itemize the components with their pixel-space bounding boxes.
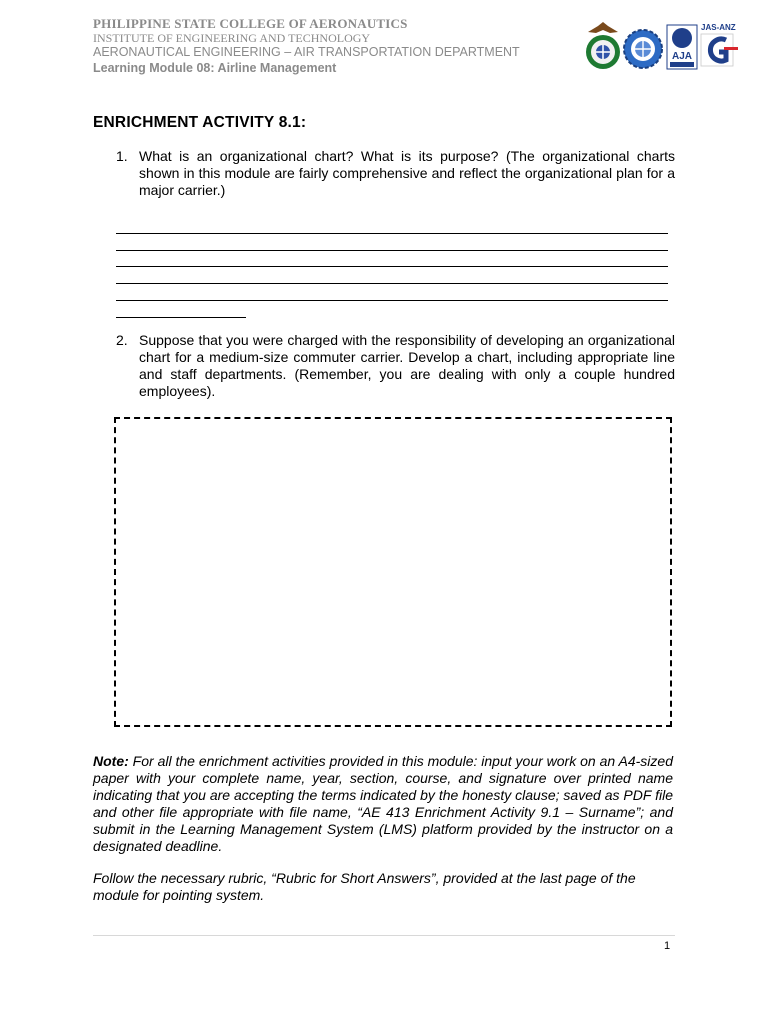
eagle-seal-icon — [584, 20, 622, 77]
jas-anz-icon — [700, 20, 744, 73]
gear-seal-icon — [622, 28, 664, 75]
header-logos — [584, 18, 744, 72]
document-header — [93, 16, 563, 77]
answer-line[interactable] — [116, 217, 668, 234]
note-text: For all the enrichment activities provided in this module: input your work on an A4-sized paper with your complete name, year, section, course, and signature over printed name indicating that you are accepting the terms indicated by the honesty clause; saved as PDF file and other file appropriate with file name, “AE 413 Enrichment Activity 9.1 – Surname”; and submit in the Learning Management System (LMS) platform provided by the instructor on a designated deadline. — [93, 753, 673, 854]
footer-divider — [93, 935, 675, 936]
answer-line[interactable] — [116, 301, 246, 318]
question-number: 1. — [116, 148, 128, 164]
rubric-instruction: Follow the necessary rubric, “Rubric for Short Answers”, provided at the last page of the module for pointing system. — [93, 870, 636, 903]
question-text: What is an organizational chart? What is its purpose? (The organizational charts shown in this module are fairly comprehensive and reflect the organizational plan for a major carrier.) — [139, 148, 675, 198]
chart-drawing-area[interactable] — [114, 417, 672, 727]
submission-note — [93, 753, 673, 855]
module-title: Learning Module 08: Airline Management — [93, 61, 337, 75]
aja-certification-icon — [666, 24, 698, 75]
aja-logo-text: AJA — [671, 51, 693, 62]
department-name: AERONAUTICAL ENGINEERING – AIR TRANSPORTATION DEPARTMENT — [93, 45, 520, 59]
answer-line[interactable] — [116, 234, 668, 251]
college-name: PHILIPPINE STATE COLLEGE OF AERONAUTICS — [93, 16, 408, 31]
question-number: 2. — [116, 332, 128, 348]
note-label: Note: — [93, 753, 129, 769]
answer-line[interactable] — [116, 284, 668, 301]
institute-name: INSTITUTE OF ENGINEERING AND TECHNOLOGY — [93, 31, 371, 45]
activity-title: ENRICHMENT ACTIVITY 8.1: — [93, 114, 307, 131]
question-2 — [116, 332, 676, 400]
jas-anz-logo-text: JAS-ANZ — [701, 23, 736, 32]
answer-line[interactable] — [116, 267, 668, 284]
question-text: Suppose that you were charged with the responsibility of developing an organizational chart for a medium-size commuter carrier. Develop a chart, including appropriate line and staff departments. (Remember, you are dealing with only a couple hundred employees). — [139, 332, 675, 399]
answer-lines[interactable] — [116, 217, 668, 318]
page-number: 1 — [664, 940, 671, 952]
question-1 — [116, 148, 676, 199]
answer-line[interactable] — [116, 251, 668, 268]
